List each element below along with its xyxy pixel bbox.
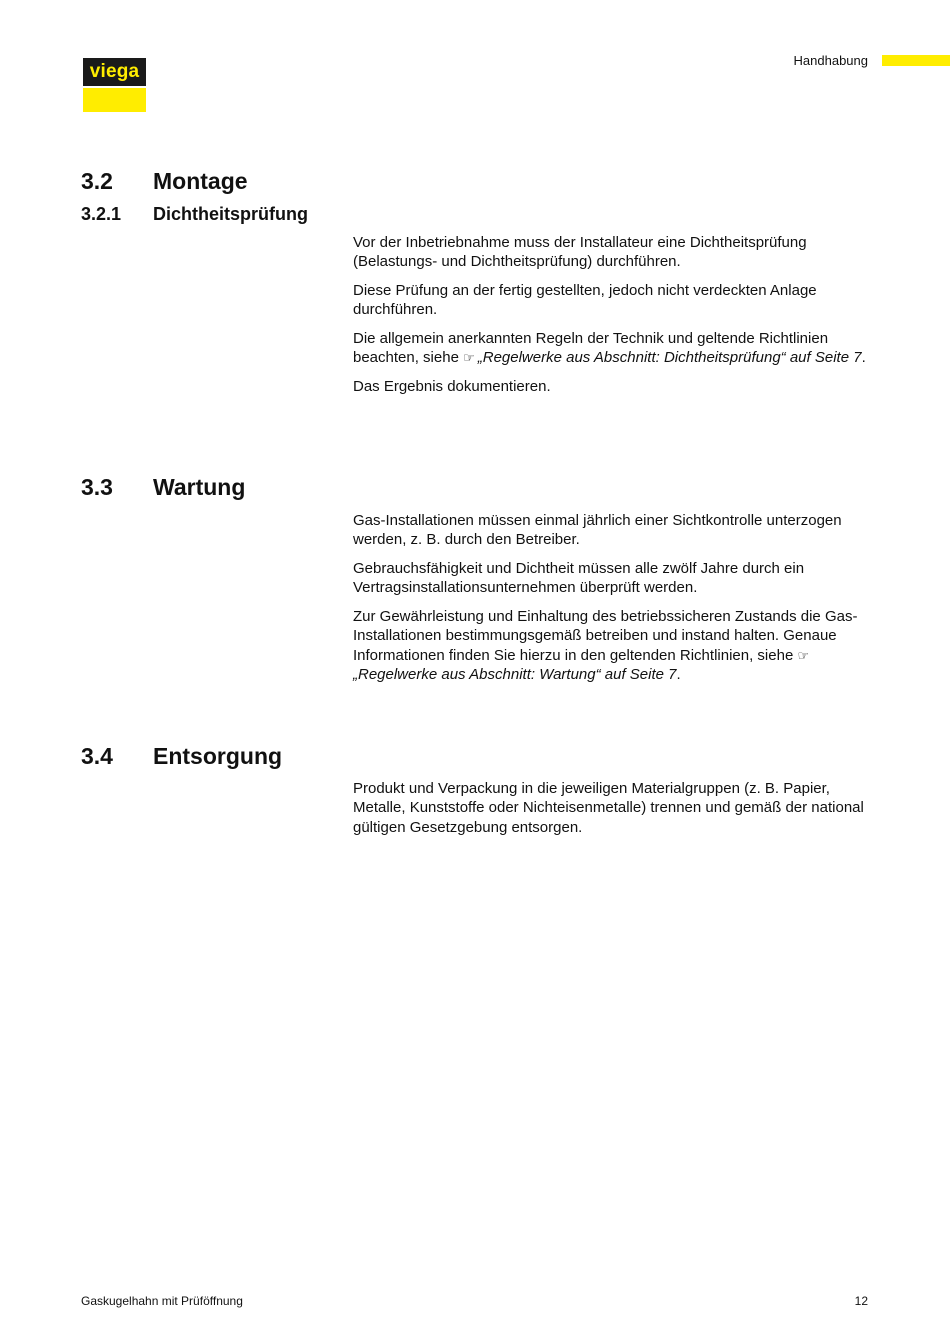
subsection-number: 3.2.1	[81, 204, 122, 224]
section-body-entsorgung	[353, 779, 878, 846]
paragraph: Vor der Inbetriebnahme muss der Installateur eine Dichtheitsprüfung (Belastungs- und Dichtheitsprüfung) durchführen.	[353, 234, 807, 271]
paragraph: Gebrauchsfähigkeit und Dichtheit müssen alle zwölf Jahre durch ein Vertragsinstallationsunternehmen überprüft werden.	[353, 560, 805, 597]
section-number: 3.4	[81, 743, 113, 769]
logo-wordmark: viega	[83, 58, 146, 86]
subsection-title: Dichtheitsprüfung	[153, 204, 308, 224]
pointing-hand-icon: ☞	[463, 350, 475, 366]
pointing-hand-icon: ☞	[797, 647, 810, 663]
logo-yellow-bar	[83, 88, 146, 112]
footer-document-title: Gaskugelhahn mit Prüföffnung	[81, 1294, 243, 1308]
section-number: 3.3	[81, 474, 113, 500]
paragraph-text: Die allgemein anerkannten Regeln der Technik und geltende Richtlinien beachten, siehe	[353, 330, 829, 367]
section-number: 3.2	[81, 168, 113, 194]
paragraph: Produkt und Verpackung in die jeweiligen Materialgruppen (z. B. Papier, Metalle, Kunststoffe oder Nichteisenmetalle) trennen und gemäß der national gültigen Gesetzgebung entsorgen.	[353, 780, 864, 836]
section-body-wartung	[353, 511, 878, 694]
section-title: Entsorgung	[153, 743, 283, 769]
paragraph: Das Ergebnis dokumentieren.	[353, 378, 551, 396]
header-accent-bar	[882, 55, 950, 66]
cross-reference-link[interactable]: „Regelwerke aus Abschnitt: Wartung“ auf Seite 7	[353, 666, 677, 684]
paragraph: Diese Prüfung an der fertig gestellten, jedoch nicht verdeckten Anlage durchführen.	[353, 282, 817, 319]
paragraph-text: .	[676, 666, 681, 684]
viega-logo	[83, 58, 146, 112]
paragraph	[353, 329, 878, 368]
cross-reference-link[interactable]: „Regelwerke aus Abschnitt: Dichtheitsprüfung“ auf Seite 7	[477, 349, 862, 367]
section-title: Montage	[153, 168, 248, 194]
section-body-dichtheitspruefung	[353, 233, 878, 406]
footer-page-number: 12	[854, 1294, 868, 1308]
section-title: Wartung	[153, 474, 246, 500]
paragraph: Gas-Installationen müssen einmal jährlich einer Sichtkontrolle unterzogen werden, z. B. durch den Betreiber.	[353, 512, 842, 549]
paragraph-text: .	[861, 349, 866, 367]
paragraph	[353, 607, 878, 684]
running-header: Handhabung	[793, 53, 868, 68]
paragraph-text: Zur Gewährleistung und Einhaltung des betriebssicheren Zustands die Gas-Installationen bestimmungsgemäß betreiben und instand halten. Genaue Informationen finden Sie hierzu in den geltenden Richtlinien, siehe	[353, 608, 858, 664]
